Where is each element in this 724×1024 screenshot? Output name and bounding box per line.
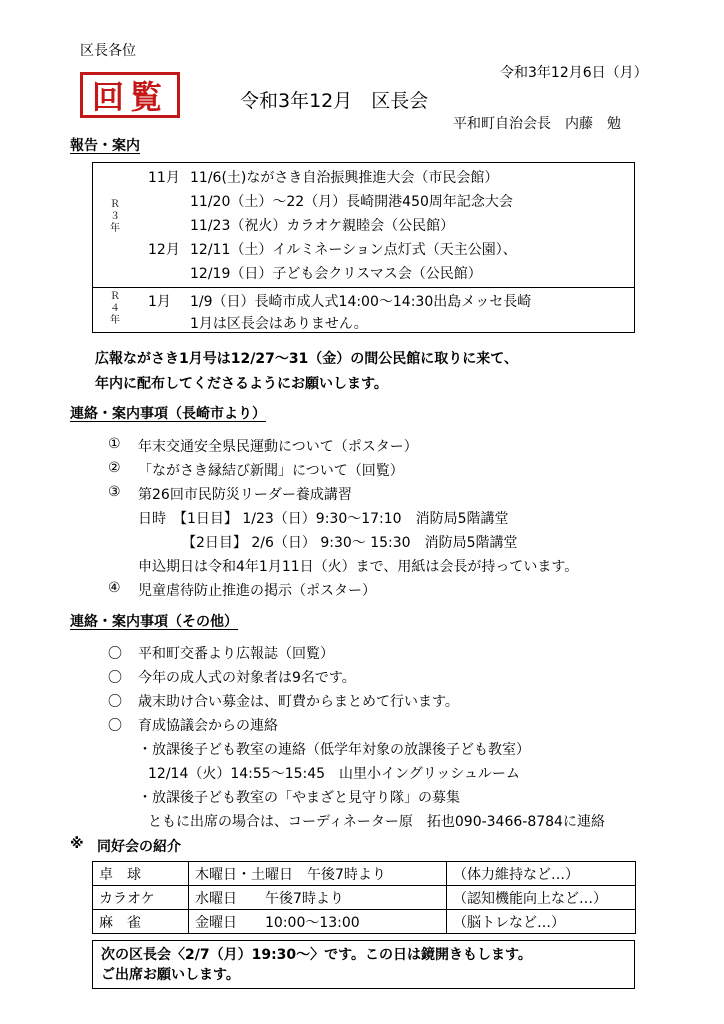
report-item: 12/11（土）イルミネーション点灯式（天主公園）、: [190, 242, 517, 258]
list-item: 児童虐待防止推進の掲示（ポスター）: [138, 583, 376, 599]
next-meeting-notice: [92, 940, 635, 989]
report-note-1: 広報ながさき1月号は12/27～31（金）の間公民館に取りに来て、: [95, 351, 519, 367]
report-note-2: 年内に配布してくださるようにお願いします。: [95, 376, 388, 392]
list-item: 「ながさき縁結び新聞」について（回覧）: [138, 463, 404, 479]
year-char: 年: [110, 315, 120, 326]
list-item: 育成協議会からの連絡: [138, 718, 278, 734]
year-char: Ｒ: [110, 291, 120, 302]
club-table: [92, 861, 636, 934]
sub-item: ・放課後子ども教室の「やまざと見守り隊」の募集: [138, 790, 460, 806]
notice-line-2: ご出席お願いします。: [101, 967, 240, 983]
club-note: （脳トレなど…）: [447, 910, 636, 934]
club-schedule: 木曜日・土曜日 午後7時より: [189, 862, 447, 886]
report-item: 11/23（祝火）カラオケ親睦会（公民館）: [190, 218, 455, 234]
year-label-r3: [105, 199, 125, 235]
club-name: カラオケ: [93, 886, 189, 910]
document-date: 令和3年12月6日（月）: [500, 65, 648, 81]
table-row: [93, 886, 636, 910]
other-heading: 連絡・案内事項（その他）: [70, 614, 238, 630]
report-month: 11月: [148, 170, 180, 186]
report-item: 11/6(土)ながさき自治振興推進大会（市民会館）: [190, 170, 499, 186]
circulation-stamp: 回覧: [80, 72, 180, 118]
list-item: 歳末助け合い募金は、町費からまとめて行います。: [138, 694, 459, 710]
club-name: 麻 雀: [93, 910, 189, 934]
deadline: 申込期日は令和4年1月11日（火）まで、用紙は会長が持っています。: [138, 559, 579, 575]
list-item: 第26回市民防災リーダー養成講習: [138, 487, 352, 503]
year-char: ３: [110, 211, 120, 222]
year-char: Ｒ: [110, 199, 120, 210]
city-heading: 連絡・案内事項（長崎市より）: [70, 406, 266, 422]
sender: 平和町自治会長 内藤 勉: [453, 116, 621, 132]
list-number: ②: [108, 460, 121, 476]
club-heading: 同好会の紹介: [97, 839, 181, 855]
list-item: 平和町交番より広報誌（回覧）: [138, 646, 334, 662]
list-number: ①: [108, 436, 121, 452]
bullet: 〇: [108, 646, 122, 662]
list-item: 今年の成人式の対象者は9名です。: [138, 670, 356, 686]
report-item: 12/19（日）子ども会クリスマス会（公民館）: [190, 266, 482, 282]
sub-item-detail: ともに出席の場合は、コーディネーター原 拓也090-3466-8784に連絡: [148, 814, 605, 830]
club-mark: ※: [70, 836, 84, 852]
year-char: ４: [110, 303, 120, 314]
bullet: 〇: [108, 694, 122, 710]
club-note: （体力維持など…）: [447, 862, 636, 886]
year-char: 年: [110, 223, 120, 234]
bullet: 〇: [108, 718, 122, 734]
sub-item: ・放課後子ども教室の連絡（低学年対象の放課後子ども教室）: [138, 742, 530, 758]
report-item: 11/20（土）～22（月）長崎開港450周年記念大会: [190, 194, 513, 210]
bullet: 〇: [108, 670, 122, 686]
year-label-r4: [105, 291, 125, 327]
report-month: 1月: [148, 294, 171, 310]
club-note: （認知機能向上など…）: [447, 886, 636, 910]
table-row: [93, 862, 636, 886]
report-month: 12月: [148, 242, 180, 258]
notice-line-1: 次の区長会〈2/7（月）19:30～〉です。この日は鏡開きもします。: [101, 947, 532, 963]
sub-item-detail: 12/14（火）14:55～15:45 山里小イングリッシュルーム: [148, 766, 520, 782]
addressee: 区長各位: [80, 43, 136, 59]
report-item: 1/9（日）長崎市成人式14:00～14:30出島メッセ長崎: [190, 294, 532, 310]
table-row: [93, 910, 636, 934]
list-number: ④: [108, 580, 121, 596]
report-divider: [93, 287, 634, 288]
report-heading: 報告・案内: [70, 138, 140, 154]
club-name: 卓 球: [93, 862, 189, 886]
page-title: 令和3年12月 区長会: [240, 90, 429, 112]
list-number: ③: [108, 484, 121, 500]
report-item: 1月は区長会はありません。: [190, 316, 368, 332]
report-table: [92, 162, 635, 333]
schedule-day2: 【2日目】 2/6（日） 9:30～ 15:30 消防局5階講堂: [182, 535, 518, 551]
club-schedule: 金曜日 10:00～13:00: [189, 910, 447, 934]
list-item: 年末交通安全県民運動について（ポスター）: [138, 439, 418, 455]
club-schedule: 水曜日 午後7時より: [189, 886, 447, 910]
schedule-day1: 日時 【1日目】 1/23（日）9:30～17:10 消防局5階講堂: [138, 511, 509, 527]
